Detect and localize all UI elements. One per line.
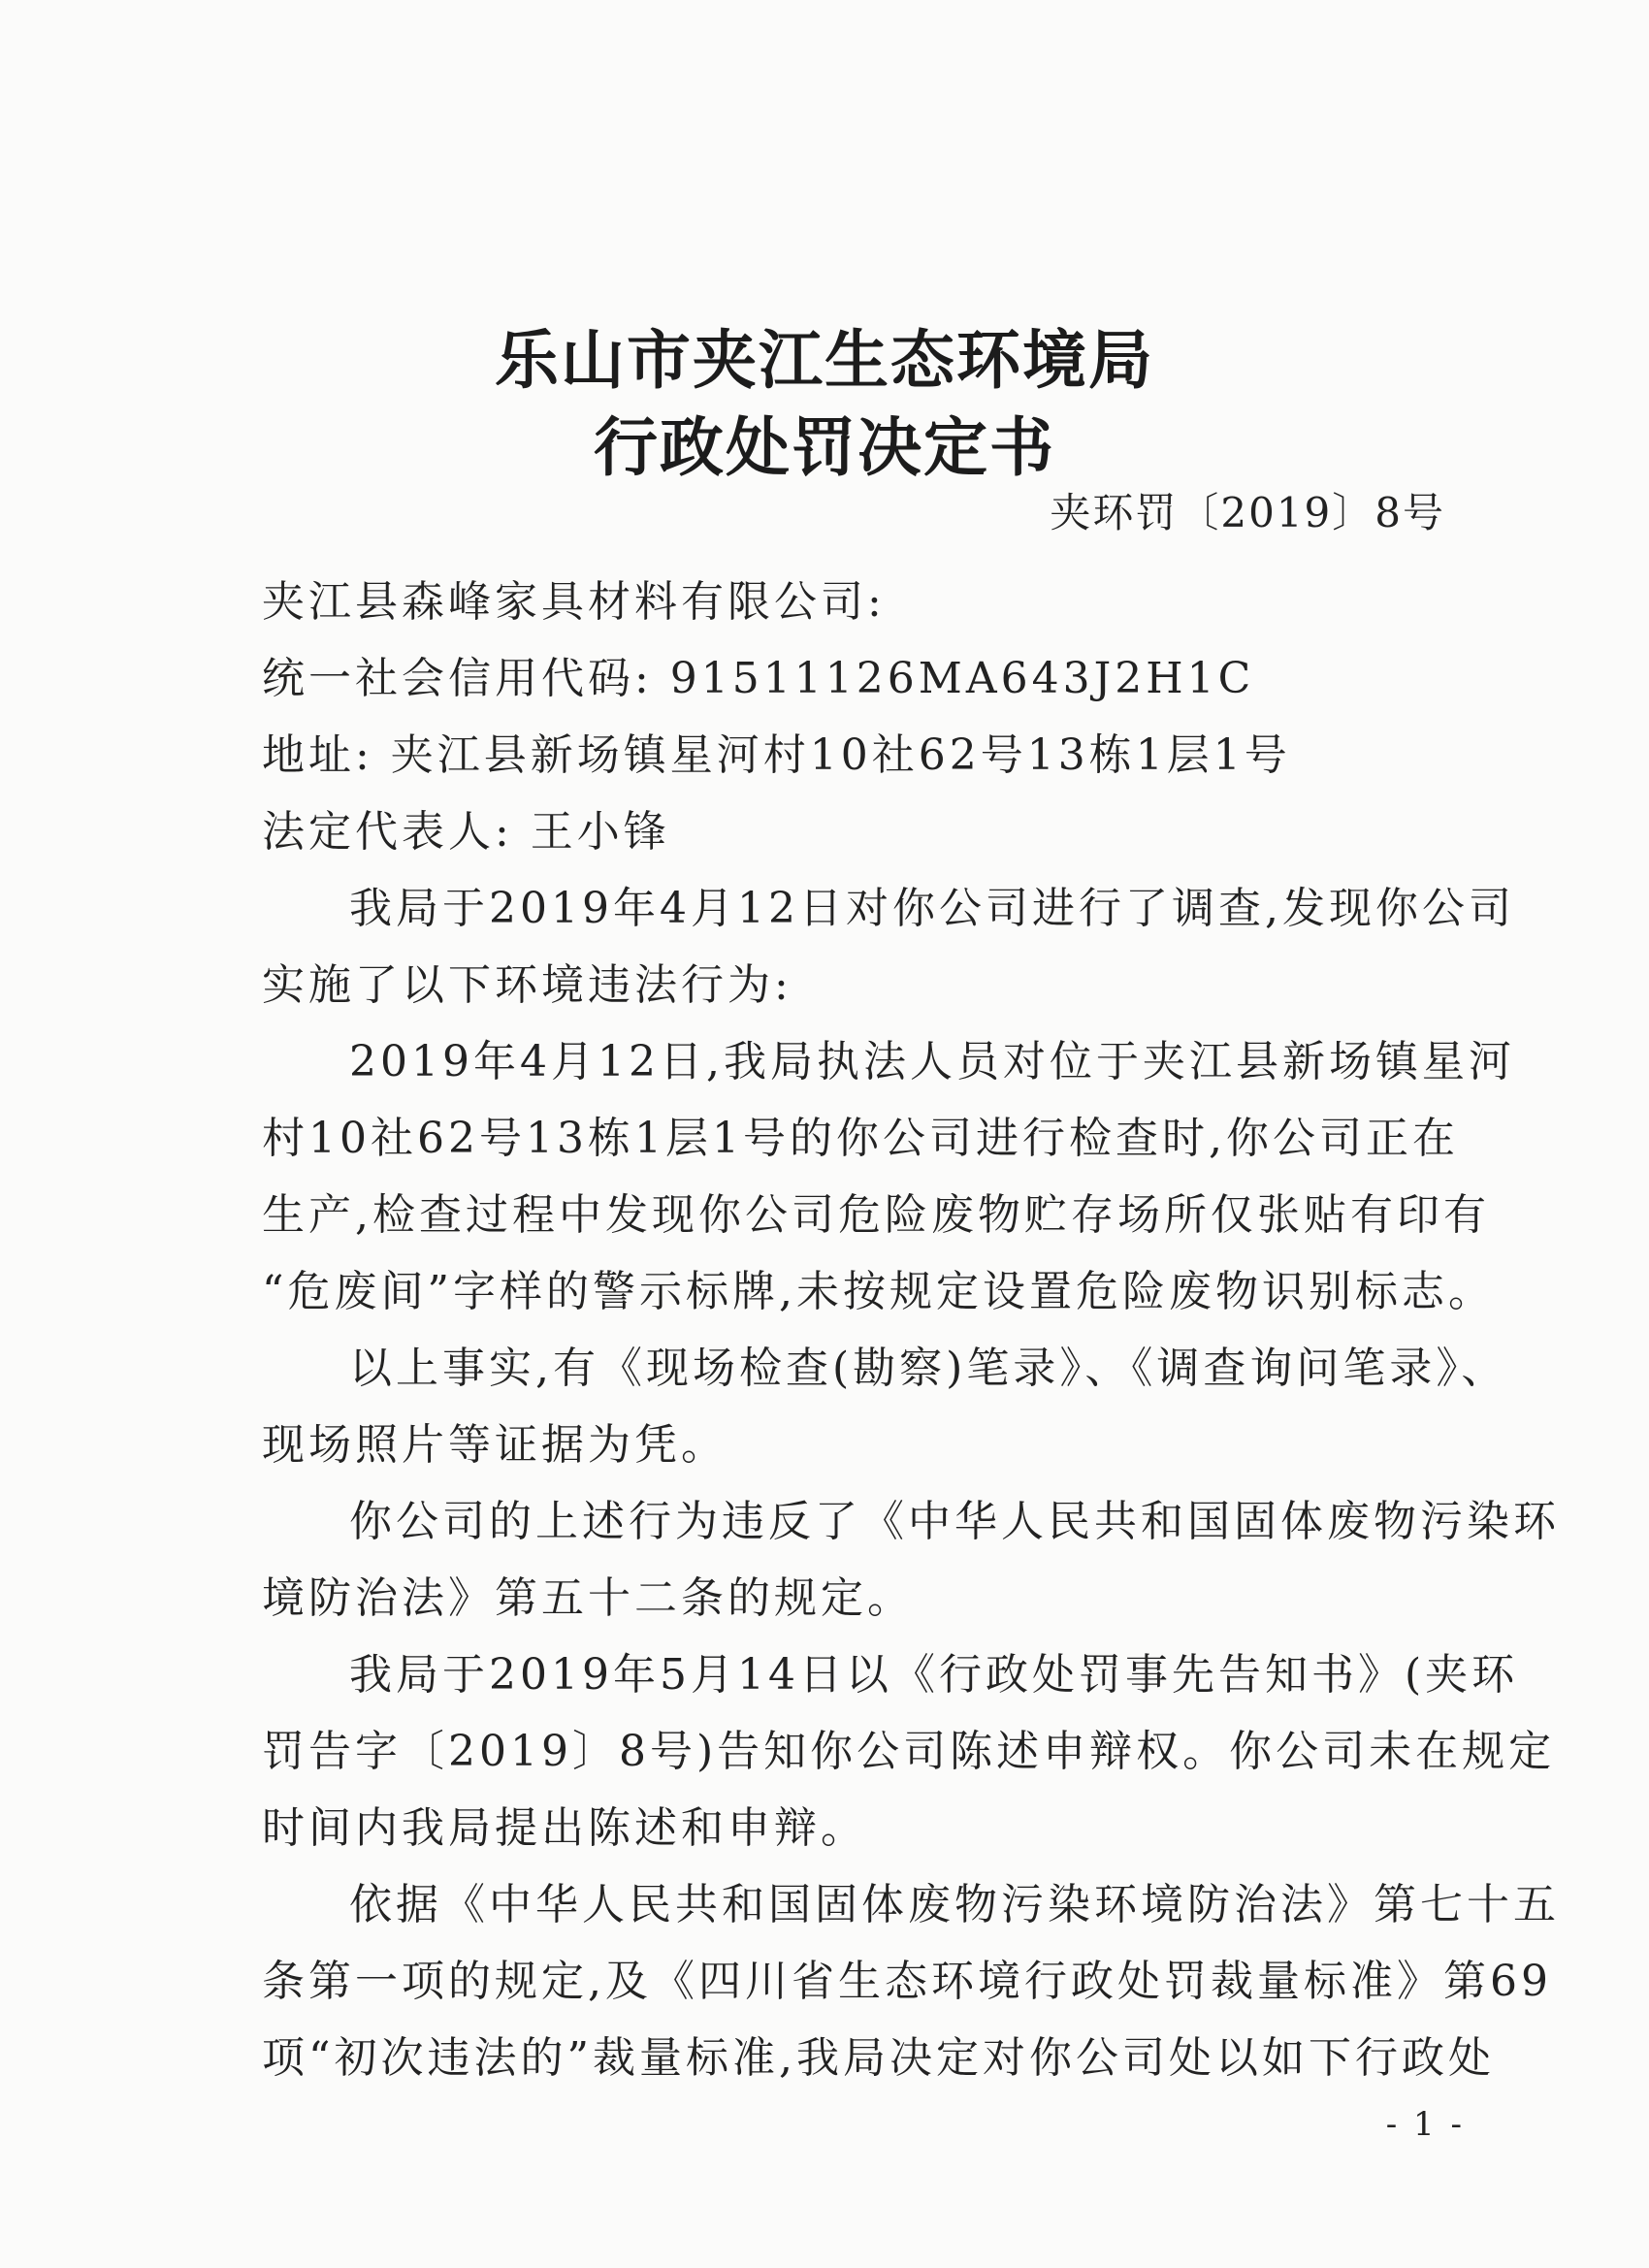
body-line: 项“初次违法的”裁量标准,我局决定对你公司处以如下行政处: [262, 2033, 1495, 2083]
document-title-type: 行政处罚决定书: [594, 409, 1055, 485]
recipient-name: 夹江县森峰家具材料有限公司:: [262, 577, 886, 627]
body-line: 时间内我局提出陈述和申辩。: [262, 1803, 867, 1853]
body-line: 境防治法》第五十二条的规定。: [262, 1573, 914, 1623]
body-line: 依据《中华人民共和国固体废物污染环境防治法》第七十五: [349, 1880, 1560, 1929]
page-number: - 1 -: [1385, 2105, 1465, 2144]
body-line: 现场照片等证据为凭。: [262, 1420, 728, 1470]
body-line: “危废间”字样的警示标牌,未按规定设置危险废物识别标志。: [262, 1267, 1495, 1316]
body-line: 村10社62号13栋1层1号的你公司进行检查时,你公司正在: [262, 1114, 1459, 1163]
body-line: 实施了以下环境违法行为:: [262, 960, 792, 1010]
body-line: 我局于2019年5月14日以《行政处罚事先告知书》(夹环: [349, 1650, 1519, 1700]
document-title-agency: 乐山市夹江生态环境局: [495, 322, 1154, 398]
body-line: 我局于2019年4月12日对你公司进行了调查,发现你公司: [349, 884, 1515, 933]
body-line: 生产,检查过程中发现你公司危险废物贮存场所仅张贴有印有: [262, 1190, 1490, 1240]
body-line: 2019年4月12日,我局执法人员对位于夹江县新场镇星河: [349, 1037, 1515, 1086]
document-number: 夹环罚〔2019〕8号: [1050, 489, 1445, 536]
credit-code: 统一社会信用代码: 91511126MA643J2H1C: [262, 654, 1255, 703]
body-line: 以上事实,有《现场检查(勘察)笔录》、《调查询问笔录》、: [349, 1344, 1508, 1393]
body-line: 条第一项的规定,及《四川省生态环境行政处罚裁量标准》第69: [262, 1957, 1552, 2006]
recipient-address: 地址: 夹江县新场镇星河村10社62号13栋1层1号: [262, 730, 1291, 780]
body-line: 罚告字〔2019〕8号)告知你公司陈述申辩权。你公司未在规定: [262, 1727, 1556, 1776]
body-line: 你公司的上述行为违反了《中华人民共和国固体废物污染环: [349, 1497, 1560, 1546]
legal-representative: 法定代表人: 王小锋: [262, 807, 670, 857]
